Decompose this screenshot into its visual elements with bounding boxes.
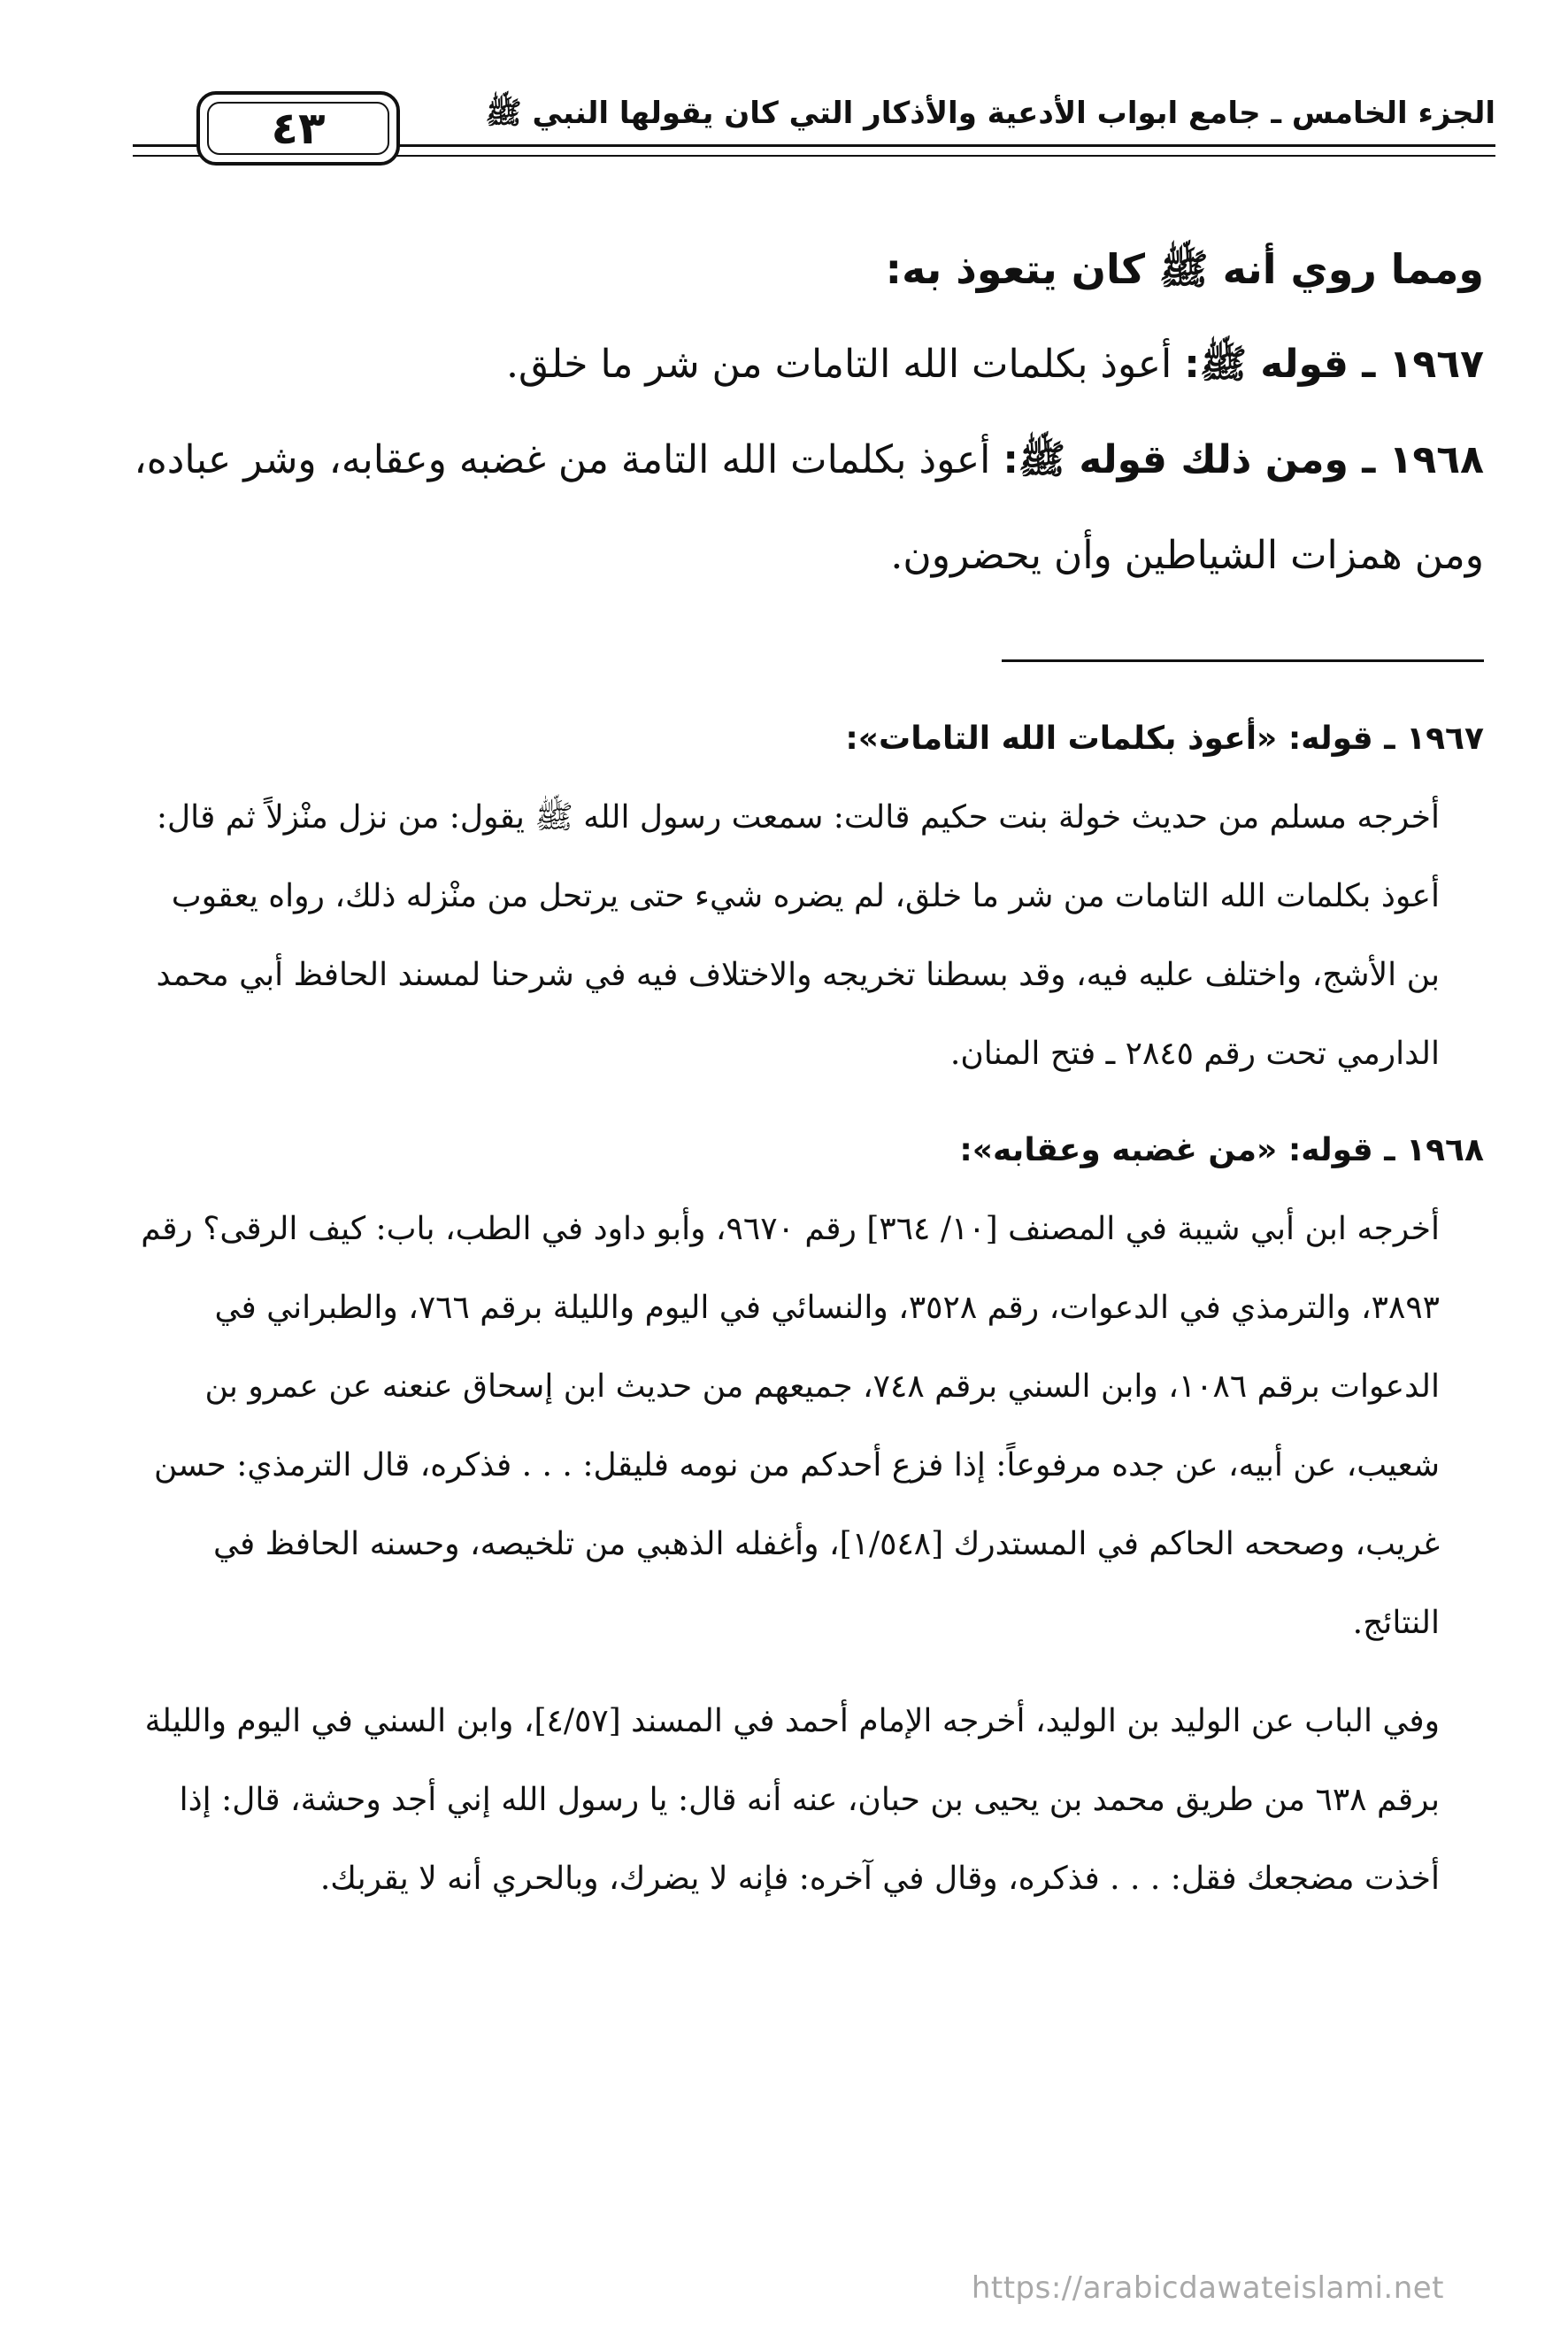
footnote-1968-body: أخرجه ابن أبي شيبة في المصنف [١٠/ ٣٦٤] رقم ٩٦٧٠، وأبو داود في الطب، باب: كيف الرقى؟ رقم ٣٨٩٣، والترمذي في الدعوات، رقم ٣٥٢٨، والنسائي في اليوم والليلة برقم ٧٦٦، والطبراني في الدعوات برقم ١٠٨٦، وابن السني برقم ٧٤٨، جميعهم من حديث ابن إسحاق عنعنه عن عمرو بن شعيب، عن أبيه، عن جده مرفوعاً: إذا فزع أحدكم من نومه فليقل: . . . فذكره، قال الترمذي: حسن غريب، وصححه الحاكم في المستدرك [١/٥٤٨]، وأغفله الذهبي من تلخيصه، وحسنه الحافظ في النتائج. — [141, 1211, 1440, 1641]
footnote-1968-body-2: وفي الباب عن الوليد بن الوليد، أخرجه الإمام أحمد في المسند [٤/٥٧]، وابن السني في اليوم والليلة برقم ٦٣٨ من طريق محمد بن يحيى بن حبان، عنه أنه قال: يا رسول الله إني أجد وحشة، قال: إذا أخذت مضجعك فقل: . . . فذكره، وقال في آخره: فإنه لا يضرك، وبالحري أنه لا يقربك. — [144, 1703, 1440, 1897]
intro-line: ومما روي أنه ﷺ كان يتعوذ به: — [885, 245, 1484, 293]
footnotes — [133, 699, 1484, 1918]
page-number-frame — [196, 91, 400, 166]
footnote-1967 — [133, 699, 1484, 1093]
hadith-1968-text: أعوذ بكلمات الله التامة من غضبه وعقابه، وشر عباده، ومن همزات الشياطين وأن يحضرون. — [134, 437, 1484, 578]
hadith-1967-text: أعوذ بكلمات الله التامات من شر ما خلق. — [506, 342, 1172, 387]
footnote-1968-heading: ١٩٦٨ ـ قوله: «من غضبه وعقابه»: — [959, 1132, 1484, 1168]
page-number: ٤٣ — [271, 103, 326, 154]
footnote-separator — [1002, 659, 1484, 662]
hadith-1968-lead: ١٩٦٨ ـ ومن ذلك قوله ﷺ: — [1003, 437, 1484, 482]
main-text — [133, 221, 1484, 604]
watermark-url: https://arabicdawateislami.net — [971, 2270, 1444, 2306]
hadith-1967-lead: ١٩٦٧ ـ قوله ﷺ: — [1184, 342, 1484, 387]
hadith-1967 — [133, 317, 1484, 412]
footnote-1967-body: أخرجه مسلم من حديث خولة بنت حكيم قالت: سمعت رسول الله ﷺ يقول: من نزل منْزلاً ثم قال: أعوذ بكلمات الله التامات من شر ما خلق، لم يضره شيء حتى يرتحل من منْزله ذلك، رواه يعقوب بن الأشج، واختلف عليه فيه، وقد بسطنا تخريجه والاختلاف فيه في شرحنا لمسند الحافظ أبي محمد الدارمي تحت رقم ٢٨٤٥ ـ فتح المنان. — [156, 799, 1440, 1072]
chapter-title: الجزء الخامس ـ جامع ابواب الأدعية والأذكار التي كان يقولها النبي ﷺ — [485, 96, 1495, 131]
hadith-1968 — [133, 412, 1484, 604]
footnote-1967-heading: ١٩٦٧ ـ قوله: «أعوذ بكلمات الله التامات»: — [845, 721, 1484, 757]
running-header — [133, 84, 1495, 173]
footnote-1968 — [133, 1111, 1484, 1918]
